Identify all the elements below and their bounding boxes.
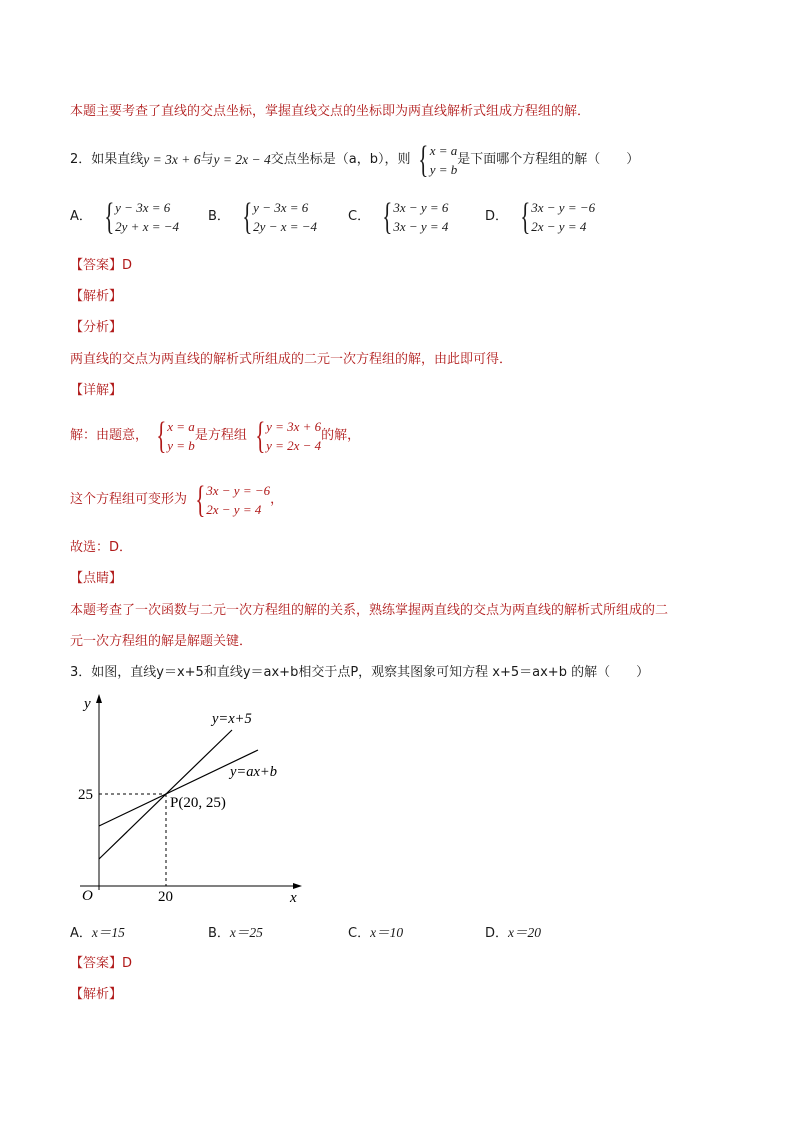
x-axis-label: x bbox=[290, 890, 297, 906]
q2-stem bbox=[70, 140, 639, 180]
q2-line-eq1: y = 3x + 6 bbox=[143, 152, 201, 167]
option-line: y − 3x = 6 bbox=[253, 200, 309, 215]
option-line: 3x − y = 6 bbox=[393, 200, 449, 215]
q2-option-c: C． { 3x − y = 6 3x − y = 4 bbox=[348, 196, 449, 238]
option-label: D． bbox=[485, 926, 509, 941]
solution-text: 是方程组 bbox=[194, 428, 247, 443]
solution-system-line: y = 2x − 4 bbox=[266, 438, 322, 453]
q2-system-line: y = b bbox=[429, 162, 458, 177]
q2-system-line: x = a bbox=[429, 143, 458, 158]
q2-number: 2．如果直线 bbox=[70, 152, 144, 167]
q2-dianjing-line2: 元一次方程组的解是解题关键． bbox=[70, 634, 253, 649]
option-value: x＝20 bbox=[508, 925, 542, 940]
option-line: 2x − y = 4 bbox=[531, 219, 587, 234]
solution-system-line: y = 3x + 6 bbox=[266, 419, 322, 434]
q2-solution-line1: 解：由题意， { x = a y = b 是方程组 { y = 3x + 6 y = 2x − 4 的解， bbox=[70, 415, 361, 457]
option-line: 2y + x = −4 bbox=[115, 219, 180, 234]
option-line: 3x − y = 4 bbox=[393, 219, 449, 234]
solution-text: ， bbox=[270, 492, 284, 507]
x-tick-label: 20 bbox=[158, 889, 173, 905]
y-axis-arrow bbox=[96, 694, 102, 703]
line2-label: y=ax+b bbox=[230, 764, 277, 780]
q3-answer: 【答案】D bbox=[70, 956, 133, 971]
q3-option-a bbox=[70, 924, 125, 943]
option-value: x＝10 bbox=[370, 925, 404, 940]
intersection-label: P(20, 25) bbox=[170, 795, 226, 811]
solution-system-line: 3x − y = −6 bbox=[206, 483, 271, 498]
option-label: A． bbox=[70, 209, 92, 224]
y-tick-label: 25 bbox=[78, 787, 93, 803]
q2-choose: 故选：D． bbox=[70, 540, 133, 555]
option-value: x＝15 bbox=[91, 925, 125, 940]
q3-option-d bbox=[485, 924, 541, 943]
origin-label: O bbox=[82, 888, 93, 904]
option-label: D． bbox=[485, 209, 509, 224]
q2-system: { x = a y = b bbox=[418, 139, 458, 181]
q2-jiexi-heading: 【解析】 bbox=[70, 289, 123, 304]
solution-text: 解：由题意， bbox=[70, 428, 149, 443]
q2-tail: 是下面哪个方程组的解（ ） bbox=[457, 152, 640, 167]
option-line: y − 3x = 6 bbox=[115, 200, 171, 215]
q3-option-b bbox=[208, 924, 263, 943]
q2-option-d: D． { 3x − y = −6 2x − y = 4 bbox=[485, 196, 596, 238]
q1-summary: 本题主要考查了直线的交点坐标，掌握直线交点的坐标即为两直线解析式组成方程组的解． bbox=[70, 104, 591, 119]
q2-and: 与 bbox=[200, 152, 214, 167]
option-label: C． bbox=[348, 926, 371, 941]
q2-answer: 【答案】D bbox=[70, 258, 133, 273]
option-line: 2y − x = −4 bbox=[253, 219, 318, 234]
option-value: x＝25 bbox=[229, 925, 263, 940]
option-label: B． bbox=[208, 209, 230, 224]
q2-fenxi-text: 两直线的交点为两直线的解析式所组成的二元一次方程组的解，由此即可得． bbox=[70, 352, 513, 367]
q2-dianjing-line1: 本题考查了一次函数与二元一次方程组的解的关系，熟练掌握两直线的交点为两直线的解析式所组成的二 bbox=[70, 603, 669, 618]
option-label: C． bbox=[348, 209, 371, 224]
q2-fenxi-heading: 【分析】 bbox=[70, 320, 123, 335]
q3-stem: 3．如图，直线y＝x+5和直线y＝ax+b相交于点P，观察其图象可知方程 x+5＝ax+b 的解（ ） bbox=[70, 665, 650, 680]
q2-dianjing-heading: 【点睛】 bbox=[70, 571, 123, 586]
q2-option-b: B． { y − 3x = 6 2y − x = −4 bbox=[208, 196, 318, 238]
solution-system-line: y = b bbox=[167, 438, 195, 453]
q3-option-c bbox=[348, 924, 403, 943]
option-line: 3x − y = −6 bbox=[531, 200, 596, 215]
option-label: A． bbox=[70, 926, 92, 941]
q3-jiexi-heading: 【解析】 bbox=[70, 987, 123, 1002]
solution-system-line: 2x − y = 4 bbox=[206, 502, 262, 517]
solution-text: 的解， bbox=[321, 428, 361, 443]
q3-graph bbox=[70, 690, 320, 910]
q2-xiangjie-heading: 【详解】 bbox=[70, 383, 123, 398]
q2-solution-line2: 这个方程组可变形为 { 3x − y = −6 2x − y = 4 ， bbox=[70, 479, 284, 521]
line-y-ax-plus-b bbox=[99, 750, 258, 826]
q2-option-a: A． { y − 3x = 6 2y + x = −4 bbox=[70, 196, 180, 238]
line1-label: y=x+5 bbox=[212, 711, 252, 727]
q2-mid-text: 交点坐标是（a，b），则 bbox=[270, 152, 411, 167]
solution-system-line: x = a bbox=[167, 419, 195, 434]
y-axis-label: y bbox=[84, 696, 91, 712]
solution-text: 这个方程组可变形为 bbox=[70, 492, 188, 507]
q2-line-eq2: y = 2x − 4 bbox=[213, 152, 271, 167]
option-label: B． bbox=[208, 926, 230, 941]
x-axis-arrow bbox=[293, 883, 302, 889]
